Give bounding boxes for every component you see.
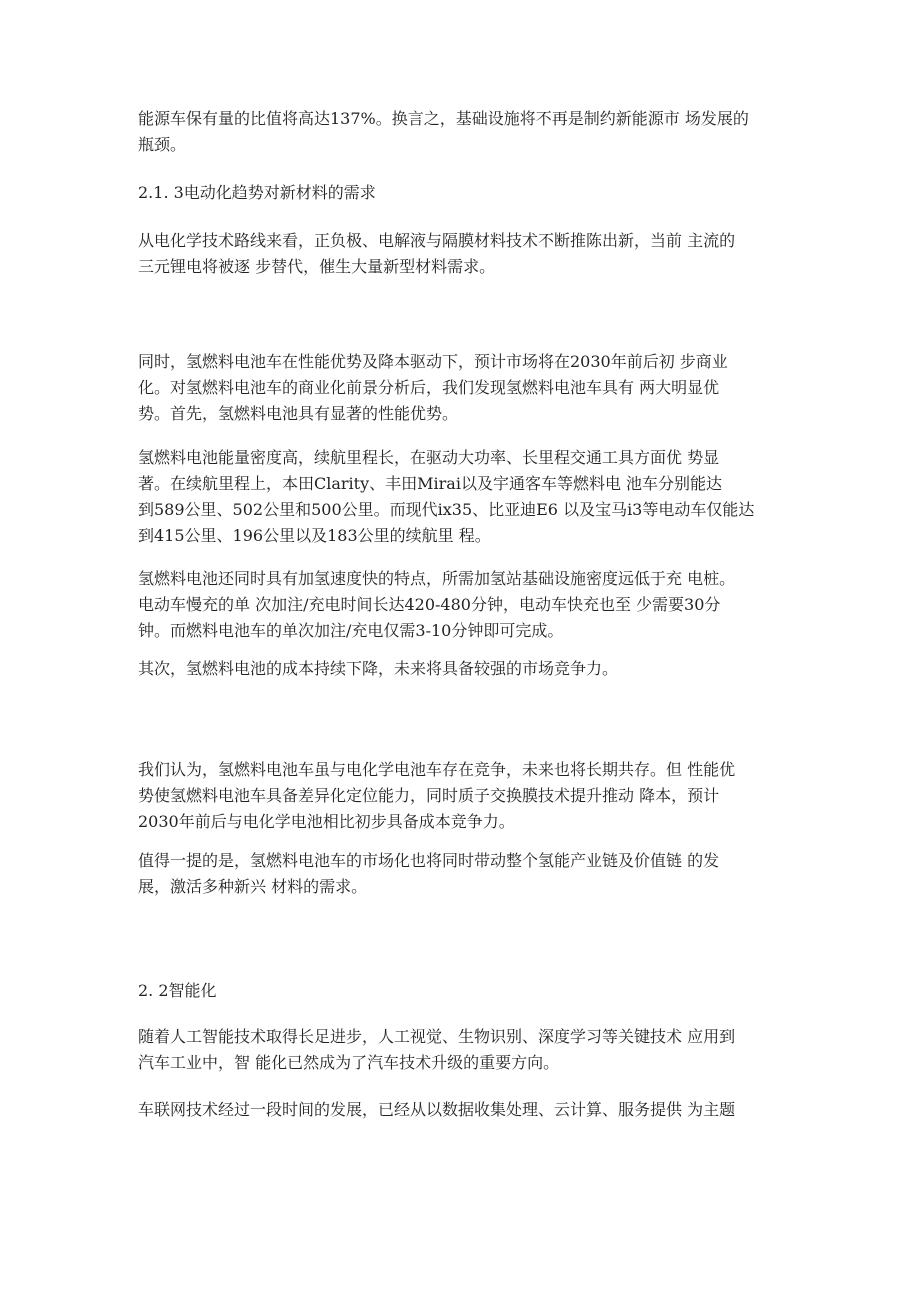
paragraph-hydrogen-commercialization: 同时，氢燃料电池车在性能优势及降本驱动下，预计市场将在2030年前后初 步商业 化。对氢燃料电池车的商业化前景分析后，我们发现氢燃料电池车具有 两大明显优 势。首先，氢燃料电池具有显著的性能优势。 (138, 352, 728, 423)
paragraph-ai-intelligence: 随着人工智能技术取得长足进步，人工视觉、生物识别、深度学习等关键技术 应用到 汽车工业中，智 能化已然成为了汽车技术升级的重要方向。 (138, 1027, 736, 1072)
section-heading-2-1-3: 2.1. 3电动化趋势对新材料的需求 (138, 183, 376, 202)
paragraph-cost-decline: 其次，氢燃料电池的成本持续下降，未来将具备较强的市场竞争力。 (138, 659, 619, 678)
paragraph-connected-vehicle: 车联网技术经过一段时间的发展，已经从以数据收集处理、云计算、服务提供 为主题 (138, 1100, 736, 1119)
paragraph-industry-chain: 值得一提的是，氢燃料电池车的市场化也将同时带动整个氢能产业链及价值链 的发 展，激活多种新兴 材料的需求。 (138, 851, 720, 896)
paragraph-energy-density: 氢燃料电池能量密度高，续航里程长，在驱动大功率、长里程交通工具方面优 势显 著。在续航里程上，本田Clarity、丰田Mirai以及宇通客车等燃料电 池车分别能达 到589公里、502公里和500公里。而现代ix35、比亚迪E6 以及宝马i3等电动车仅能达 到415公里、196公里以及183公里的续航里 程。 (138, 448, 755, 545)
paragraph-coexistence: 我们认为，氢燃料电池车虽与电化学电池车存在竞争，未来也将长期共存。但 性能优 势使氢燃料电池车具备差异化定位能力，同时质子交换膜技术提升推动 降本，预计 2030年前后与电化学电池相比初步具备成本竞争力。 (138, 760, 736, 831)
paragraph-charging-infrastructure: 能源车保有量的比值将高达137%。换言之，基础设施将不再是制约新能源市 场发展的 瓶颈。 (138, 109, 749, 154)
section-heading-2-2: 2. 2智能化 (138, 981, 217, 1000)
paragraph-electrochemistry: 从电化学技术路线来看，正负极、电解液与隔膜材料技术不断推陈出新，当前 主流的 三元锂电将被逐 步替代，催生大量新型材料需求。 (138, 231, 736, 276)
paragraph-refueling-speed: 氢燃料电池还同时具有加氢速度快的特点，所需加氢站基础设施密度远低于充 电桩。 电动车慢充的单 次加注/充电时间长达420-480分钟，电动车快充也至 少需要30分 钟。而燃料电池车的单次加注/充电仅需3-10分钟即可完成。 (138, 569, 736, 640)
